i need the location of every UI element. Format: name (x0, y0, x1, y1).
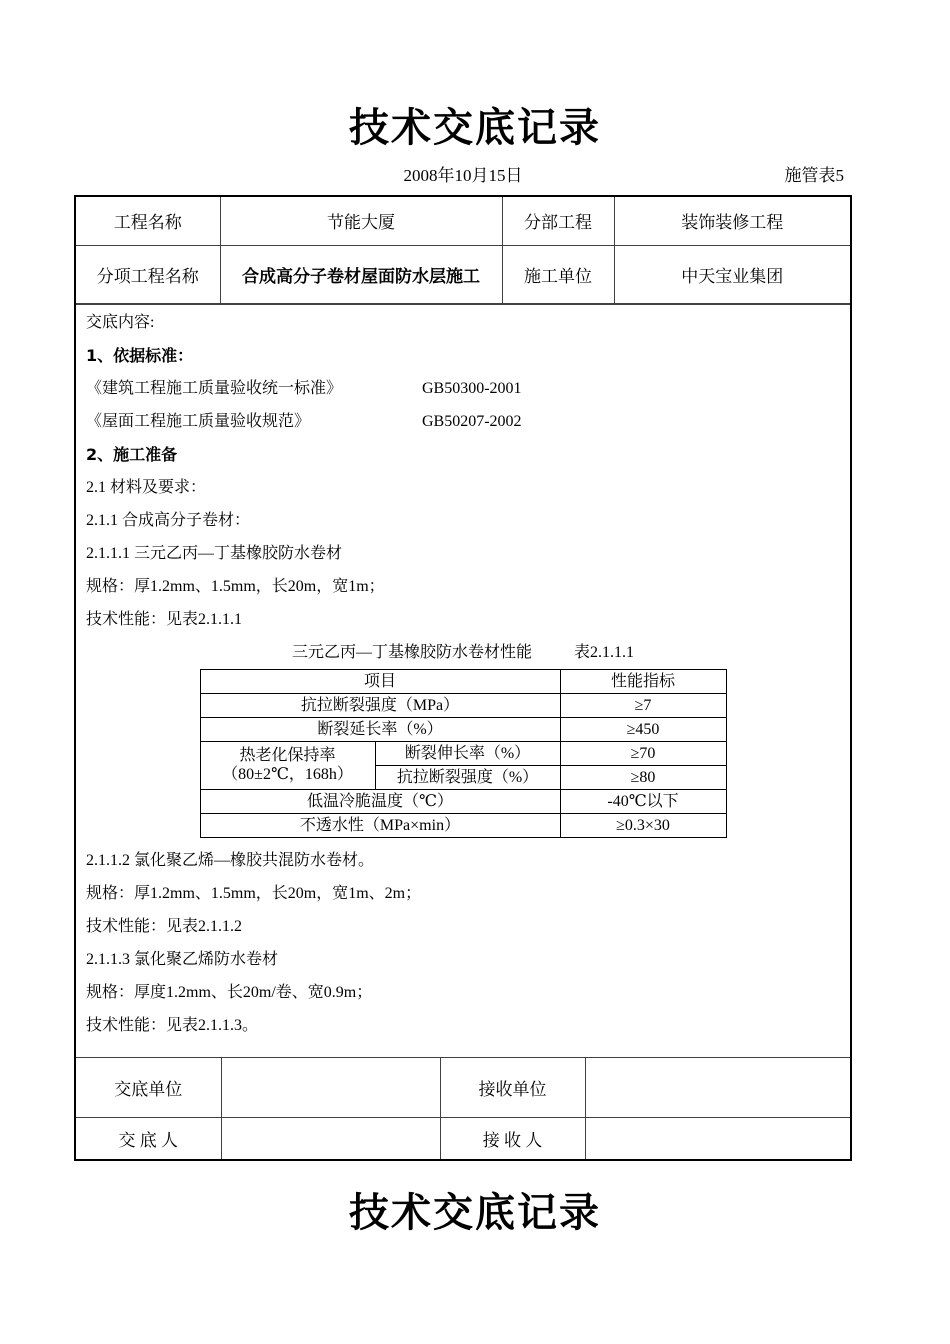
perf-value: ≥80 (560, 765, 726, 789)
perf-table-number: 表2.1.1.1 (574, 643, 635, 661)
content-paragraph: 2.1.1.2 氯化聚乙烯—橡胶共混防水卷材。 (86, 851, 375, 869)
perf-value: ≥7 (560, 693, 726, 717)
perf-item: 断裂伸长率（%） (375, 741, 560, 765)
perf-col-index-header: 性能指标 (560, 669, 726, 693)
content-paragraph: 2.1.1.1 三元乙丙—丁基橡胶防水卷材 (86, 544, 343, 562)
standard-title: 《建筑工程施工质量验收统一标准》 (86, 379, 343, 397)
perf-table-caption-text: 三元乙丙—丁基橡胶防水卷材性能 (291, 643, 532, 661)
page-title: 技术交底记录 (349, 105, 601, 151)
perf-item: 不透水性（MPa×min） (200, 813, 560, 837)
perf-row (200, 741, 726, 765)
perf-group-label-line2: （80±2℃，168h） (222, 766, 353, 783)
perf-item: 抗拉断裂强度（MPa） (200, 693, 560, 717)
perf-group-label (200, 741, 375, 789)
construction-unit-value: 中天宝业集团 (614, 245, 850, 303)
project-name-label: 工程名称 (76, 197, 220, 245)
content-paragraph: 规格：厚1.2mm、1.5mm，长20m，宽1m； (86, 577, 385, 595)
performance-table (200, 669, 727, 838)
form-code-label: 施管表5 (784, 166, 844, 185)
perf-value: ≥0.3×30 (560, 813, 726, 837)
standard-code: GB50207-2002 (422, 412, 522, 430)
content-paragraph: 技术性能：见表2.1.1.3。 (86, 1016, 259, 1034)
content-paragraph: 技术性能：见表2.1.1.2 (86, 917, 243, 935)
content-paragraph: 2.1 材料及要求： (86, 478, 207, 496)
receiver-label: 接 收 人 (440, 1117, 585, 1159)
standard-title: 《屋面工程施工质量验收规范》 (86, 412, 311, 430)
perf-item: 低温冷脆温度（℃） (200, 789, 560, 813)
info-row-project (76, 197, 850, 245)
subitem-name-value: 合成高分子卷材屋面防水层施工 (220, 245, 502, 303)
perf-row (200, 693, 726, 717)
perf-table-caption (86, 643, 840, 663)
disclosure-content-cell (76, 304, 850, 1057)
perf-row (200, 717, 726, 741)
perf-row (200, 789, 726, 813)
division-work-label: 分部工程 (502, 197, 614, 245)
perf-item: 断裂延长率（%） (200, 717, 560, 741)
perf-value: ≥70 (560, 741, 726, 765)
date-label: 2008年10月15日 (403, 166, 523, 185)
next-page-title: 技术交底记录 (349, 1190, 601, 1236)
subitem-name-label: 分项工程名称 (76, 245, 220, 303)
perf-row (200, 813, 726, 837)
construction-unit-label: 施工单位 (502, 245, 614, 303)
info-row-subitem (76, 245, 850, 303)
signature-unit-row (76, 1057, 850, 1117)
record-sheet (74, 195, 852, 1161)
receiver-value (585, 1117, 850, 1159)
content-paragraph: 2.1.1 合成高分子卷材： (86, 511, 251, 529)
meta-row (74, 164, 852, 188)
section-1-title: 1、依据标准： (86, 345, 194, 365)
receiving-unit-value (585, 1057, 850, 1117)
info-table (76, 197, 850, 304)
discloser-label: 交 底 人 (76, 1117, 221, 1159)
perf-group-label-line1: 热老化保持率 (239, 747, 336, 764)
perf-value: ≥450 (560, 717, 726, 741)
content-paragraph: 规格：厚1.2mm、1.5mm，长20m，宽1m、2m； (86, 884, 422, 902)
standard-line (86, 379, 840, 399)
receiving-unit-label: 接收单位 (440, 1057, 585, 1117)
perf-col-item-header: 项目 (200, 669, 560, 693)
disclosing-unit-label: 交底单位 (76, 1057, 221, 1117)
standard-line (86, 412, 840, 432)
discloser-value (221, 1117, 440, 1159)
content-paragraph: 技术性能：见表2.1.1.1 (86, 610, 243, 628)
signature-person-row (76, 1117, 850, 1159)
division-work-value: 装饰装修工程 (614, 197, 850, 245)
content-paragraph: 规格：厚度1.2mm、长20m/卷、宽0.9m； (86, 983, 373, 1001)
project-name-value: 节能大厦 (220, 197, 502, 245)
standard-code: GB50300-2001 (422, 379, 522, 397)
perf-item: 抗拉断裂强度（%） (375, 765, 560, 789)
section-2-title: 2、施工准备 (86, 444, 178, 464)
content-heading: 交底内容: (86, 313, 155, 331)
perf-header-row (200, 669, 726, 693)
perf-value: -40℃以下 (560, 789, 726, 813)
disclosing-unit-value (221, 1057, 440, 1117)
signature-table (76, 1057, 850, 1160)
content-paragraph: 2.1.1.3 氯化聚乙烯防水卷材 (86, 950, 279, 968)
